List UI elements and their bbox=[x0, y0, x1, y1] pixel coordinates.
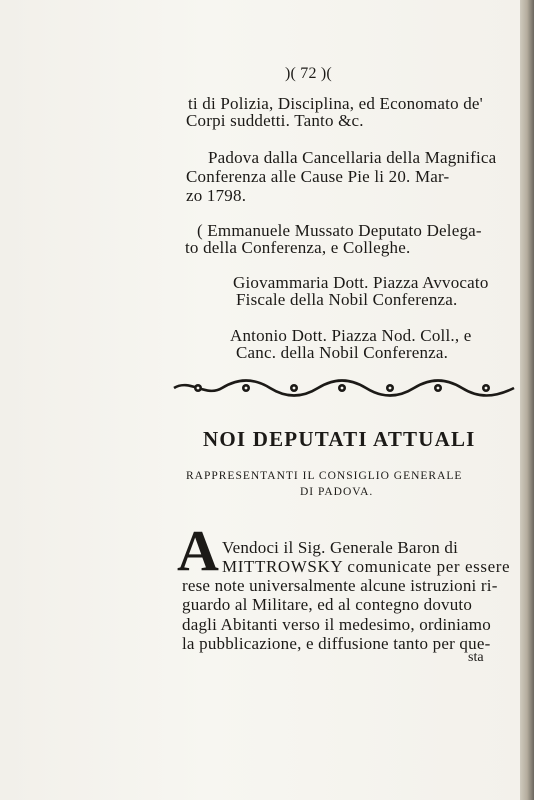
body-line-3: rese note universalmente alcune istruzioni ri- bbox=[182, 576, 498, 595]
heading-title: NOI DEPUTATI ATTUALI bbox=[203, 427, 476, 451]
heading-subtitle-line-1: RAPPRESENTANTI IL CONSIGLIO GENERALE bbox=[186, 470, 463, 482]
heading-subtitle-line-2: DI PADOVA. bbox=[300, 486, 374, 498]
signature-2-line-2: Canc. della Nobil Conferenza. bbox=[236, 343, 449, 362]
paragraph-3-line-2: to della Conferenza, e Colleghe. bbox=[185, 238, 411, 257]
page-number: )( 72 )( bbox=[285, 65, 332, 82]
signature-1-line-1: Giovammaria Dott. Piazza Avvocato bbox=[233, 273, 489, 292]
paragraph-3-line-1: ( Emmanuele Mussato Deputato Delega- bbox=[197, 221, 482, 240]
signature-2-line-1: Antonio Dott. Piazza Nod. Coll., e bbox=[230, 326, 472, 345]
body-line-6: la pubblicazione, e diffusione tanto per que- bbox=[182, 634, 491, 653]
paragraph-2-line-2: Conferenza alle Cause Pie li 20. Mar- bbox=[186, 167, 450, 186]
body-line-1: Vendoci il Sig. Generale Baron di bbox=[222, 538, 459, 557]
body-line-5: dagli Abitanti verso il medesimo, ordiniamo bbox=[182, 615, 491, 634]
ornamental-divider bbox=[170, 374, 518, 400]
drop-cap: A bbox=[177, 518, 219, 583]
catchword: sta bbox=[468, 650, 484, 665]
signature-1-line-2: Fiscale della Nobil Conferenza. bbox=[236, 290, 458, 309]
body-line-2: MITTROWSKY comunicate per essere bbox=[222, 557, 511, 576]
paragraph-1-line-2: Corpi suddetti. Tanto &c. bbox=[186, 111, 364, 130]
body-line-4: guardo al Militare, ed al contegno dovuto bbox=[182, 595, 473, 614]
paragraph-1-line-1: ti di Polizia, Disciplina, ed Economato de' bbox=[188, 94, 483, 113]
paragraph-2-line-3: zo 1798. bbox=[186, 186, 247, 205]
page-edge bbox=[520, 0, 534, 800]
paragraph-2-line-1: Padova dalla Cancellaria della Magnifica bbox=[208, 148, 497, 167]
